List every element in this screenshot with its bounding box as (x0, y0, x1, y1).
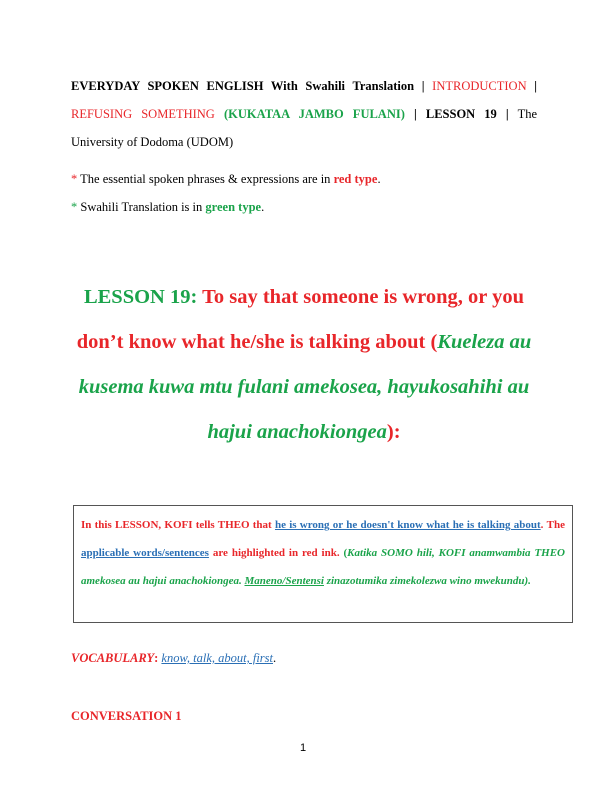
bullet-star: * (71, 200, 78, 214)
lesson-summary-box (73, 505, 573, 623)
summary-text: In this LESSON, KOFI tells THEO that (81, 519, 272, 531)
lesson-title-label: LESSON 19: (83, 286, 198, 308)
lesson-label: LESSON 19 (425, 107, 497, 121)
note-text: Swahili Translation is in (80, 200, 203, 214)
vocabulary-label: VOCABULARY (71, 651, 155, 665)
summary-swahili: zinazotumika zimekolezwa wino mwekundu (326, 575, 525, 587)
note-emphasis: red type (333, 172, 378, 186)
lesson-title (60, 275, 548, 455)
separator: | (505, 107, 509, 121)
summary-swahili: Katika SOMO hili, KOFI anamwambia THEO amekosea au hajui anachokiongea. (81, 547, 566, 587)
separator: | (414, 107, 417, 121)
note-text: The essential spoken phrases & expressions are in (80, 172, 331, 186)
swahili-words-link[interactable]: Maneno/Sentensi (244, 575, 324, 587)
lesson-title-swahili: Kueleza au kusema kuwa mtu fulani amekosea, hayukosahihi au hajui anachokiongea (78, 331, 532, 443)
vocabulary-words[interactable]: know, talk, about, first (161, 651, 273, 665)
separator: | (421, 79, 425, 93)
separator: | (534, 79, 538, 93)
topic-title: REFUSING SOMETHING (71, 107, 215, 121)
introduction-label: INTRODUCTION (432, 79, 527, 93)
summary-text: are highlighted in red ink. (212, 547, 340, 559)
document-header (71, 72, 537, 156)
paren-close: ): (386, 421, 401, 443)
applicable-words-link[interactable]: applicable words/sentences (81, 547, 209, 559)
summary-text: The (546, 519, 566, 531)
lesson-title-english: To say that someone is wrong, or you don’t know what he/she is talking about (76, 286, 525, 353)
conversation-heading: CONVERSATION 1 (71, 709, 182, 723)
note-end: . (261, 200, 265, 214)
note-end: . (377, 172, 381, 186)
vocabulary-end: . (273, 651, 277, 665)
paren-open: ( (343, 547, 348, 559)
bullet-star: * (71, 172, 78, 186)
note-green-type (71, 200, 264, 215)
note-red-type (71, 172, 381, 187)
summary-text-end: . (540, 519, 544, 531)
summary-link[interactable]: he is wrong or he doesn't know what he is talking about (274, 519, 541, 531)
university-name: The University of Dodoma (UDOM) (71, 107, 538, 149)
topic-swahili: (KUKATAA JAMBO FULANI) (223, 107, 405, 121)
course-title: EVERYDAY SPOKEN ENGLISH With Swahili Translation (71, 79, 415, 93)
vocabulary-line (71, 651, 276, 666)
note-emphasis: green type (205, 200, 262, 214)
paren-open: ( (430, 331, 438, 353)
vocabulary-colon: : (154, 651, 159, 665)
page-number: 1 (299, 742, 307, 754)
paren-close: ). (524, 575, 531, 587)
